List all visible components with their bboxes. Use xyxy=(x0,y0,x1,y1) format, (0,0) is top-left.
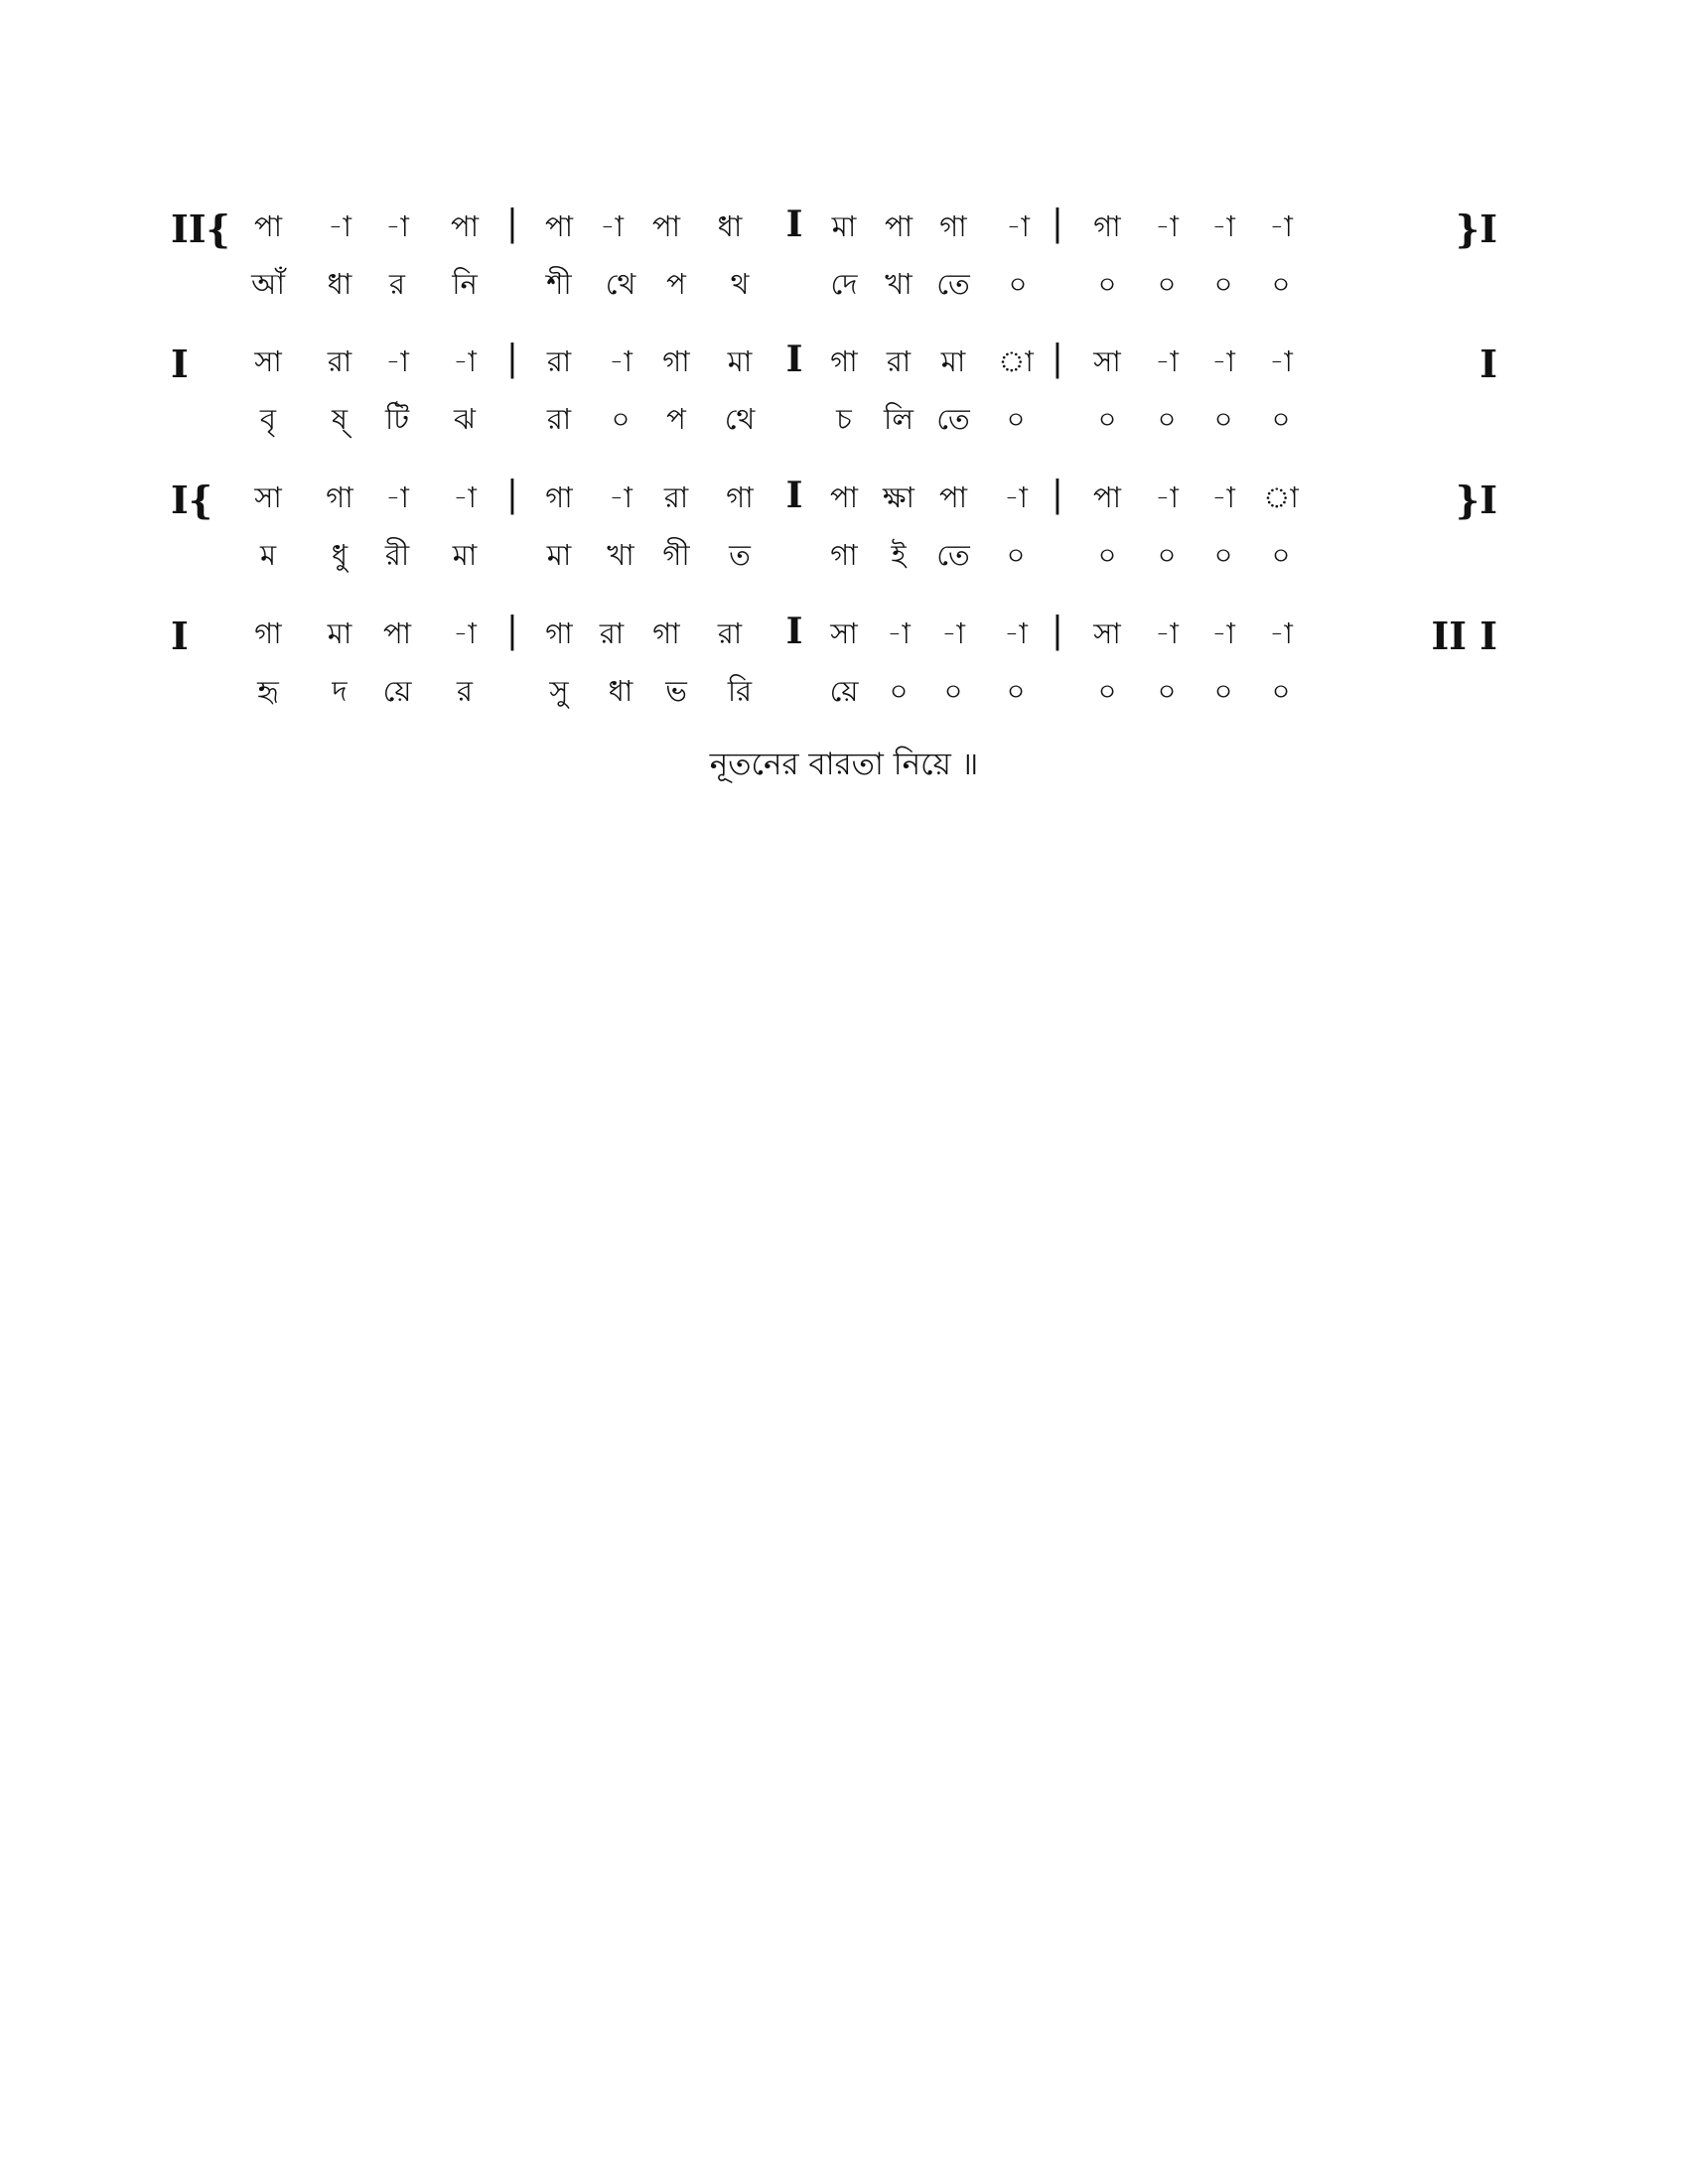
lyric-syllable: তে xyxy=(936,402,970,436)
beat-separator: I xyxy=(785,475,803,516)
lyric-syllable: টি xyxy=(384,402,410,436)
lyric-syllable: ০ xyxy=(1006,674,1026,708)
swara-note: -া xyxy=(1155,344,1179,378)
lyric-syllable: ০ xyxy=(1157,402,1177,436)
swara-note: -া xyxy=(453,344,477,378)
beat-separator: I xyxy=(785,204,803,245)
swara-note: -া xyxy=(1269,209,1293,243)
swara-note: পা xyxy=(253,209,283,243)
lyric-syllable: ০ xyxy=(1213,674,1233,708)
notation-row xyxy=(0,334,1688,443)
lyric-syllable: ০ xyxy=(1097,674,1117,708)
swara-note: সা xyxy=(830,616,858,650)
swara-note: -া xyxy=(1006,209,1030,243)
lyric-syllable: মা xyxy=(546,538,572,572)
swara-note: পা xyxy=(544,209,574,243)
beat-separator: | xyxy=(1051,339,1064,379)
swara-note: গা xyxy=(545,480,573,514)
swara-note: -া xyxy=(887,616,911,650)
swara-note: -া xyxy=(1155,480,1179,514)
swara-note: -া xyxy=(600,209,624,243)
lyric-syllable: ০ xyxy=(1271,267,1291,301)
bar-line-right: II I xyxy=(1431,614,1497,658)
lyric-syllable: মা xyxy=(452,538,478,572)
lyric-syllable: শী xyxy=(546,267,572,301)
lyric-syllable: আঁ xyxy=(251,267,285,301)
lyric-syllable: ০ xyxy=(1157,267,1177,301)
swara-note: -া xyxy=(1004,616,1028,650)
swara-note: পা xyxy=(382,616,412,650)
swara-note: -া xyxy=(941,616,965,650)
swara-note: সা xyxy=(254,480,282,514)
swara-note: গা xyxy=(830,344,858,378)
lyric-syllable: য়ে xyxy=(829,674,859,708)
swara-note: -া xyxy=(1269,344,1293,378)
swara-note: -া xyxy=(385,480,409,514)
lyric-syllable: য়ে xyxy=(382,674,412,708)
beat-separator: I xyxy=(785,339,803,380)
swara-note: পা xyxy=(829,480,859,514)
lyric-syllable: ০ xyxy=(1097,538,1117,572)
beat-separator: | xyxy=(505,339,519,379)
swara-note: ধা xyxy=(717,209,743,243)
lyric-syllable: দ xyxy=(332,674,348,708)
notation-row xyxy=(0,606,1688,715)
swara-note: গা xyxy=(1093,209,1121,243)
lyric-syllable: ধা xyxy=(608,674,633,708)
beat-separator: | xyxy=(505,611,519,651)
swara-note: সা xyxy=(254,344,282,378)
swara-note: -া xyxy=(1211,616,1235,650)
lyric-syllable: ০ xyxy=(1006,538,1026,572)
lyric-syllable: খা xyxy=(885,267,913,301)
swara-note: মা xyxy=(327,616,352,650)
lyric-syllable: চ xyxy=(836,402,852,436)
beat-separator: | xyxy=(505,204,519,244)
bar-line-left: I{ xyxy=(171,478,213,522)
lyric-syllable: রি xyxy=(727,674,753,708)
lyric-syllable: ত xyxy=(729,538,751,572)
swara-note: গা xyxy=(545,616,573,650)
swara-note: গা xyxy=(254,616,282,650)
swara-note: পা xyxy=(651,209,681,243)
lyric-syllable: রী xyxy=(384,538,410,572)
beat-separator: I xyxy=(785,611,803,652)
beat-separator: | xyxy=(505,475,519,515)
swara-note: -া xyxy=(609,344,633,378)
swara-note: রা xyxy=(886,344,912,378)
notation-row xyxy=(0,199,1688,308)
lyric-syllable: নি xyxy=(452,267,478,301)
swara-note: -া xyxy=(385,344,409,378)
swara-note: সা xyxy=(1093,616,1121,650)
lyric-syllable: ০ xyxy=(1213,402,1233,436)
swara-note: মা xyxy=(831,209,857,243)
lyric-syllable: ০ xyxy=(1008,267,1028,301)
lyric-syllable: ০ xyxy=(1271,674,1291,708)
swara-note: -া xyxy=(453,616,477,650)
lyric-syllable: ধু xyxy=(331,538,349,572)
lyric-syllable: ০ xyxy=(1097,267,1117,301)
bar-line-left: I xyxy=(171,341,189,386)
lyric-syllable: ০ xyxy=(1213,538,1233,572)
lyric-syllable: তে xyxy=(936,267,970,301)
lyric-syllable: গা xyxy=(830,538,858,572)
swara-note: রা xyxy=(599,616,625,650)
lyric-syllable: রা xyxy=(546,402,572,436)
lyric-syllable: ষ্ xyxy=(332,402,348,436)
swara-note: গা xyxy=(662,344,690,378)
lyric-syllable: ০ xyxy=(889,674,909,708)
swara-note: -া xyxy=(609,480,633,514)
lyric-syllable: প xyxy=(666,267,686,301)
swara-note: -া xyxy=(1155,616,1179,650)
swara-note: -া xyxy=(1269,616,1293,650)
swara-note: মা xyxy=(727,344,753,378)
swara-note: গা xyxy=(939,209,967,243)
lyric-syllable: খা xyxy=(607,538,634,572)
swara-note: -া xyxy=(1155,209,1179,243)
lyric-syllable: ০ xyxy=(1097,402,1117,436)
bar-line-right: I xyxy=(1479,341,1497,386)
swara-note: পা xyxy=(450,209,480,243)
swara-note: -া xyxy=(385,209,409,243)
lyric-syllable: গী xyxy=(662,538,690,572)
lyric-syllable: প xyxy=(666,402,686,436)
lyric-syllable: ০ xyxy=(1213,267,1233,301)
lyric-syllable: হৃ xyxy=(257,674,279,708)
bar-line-left: II{ xyxy=(171,206,230,251)
swara-note: সা xyxy=(1093,344,1121,378)
lyric-syllable: লি xyxy=(884,402,914,436)
lyric-syllable: ঝ xyxy=(454,402,476,436)
closing-lyric-line: নূতনের বারতা নিয়ে ॥ xyxy=(709,747,979,782)
swara-note: মা xyxy=(940,344,966,378)
swara-note: -া xyxy=(1211,209,1235,243)
lyric-syllable: ০ xyxy=(1271,538,1291,572)
lyric-syllable: ০ xyxy=(1006,402,1026,436)
swara-note: া xyxy=(998,344,1034,378)
lyric-syllable: ০ xyxy=(1271,402,1291,436)
lyric-syllable: ম xyxy=(259,538,277,572)
swara-note: -া xyxy=(328,209,352,243)
lyric-syllable: বৃ xyxy=(259,402,277,436)
swara-note: া xyxy=(1263,480,1299,514)
swara-note: ক্ষা xyxy=(883,480,914,514)
swara-note: -া xyxy=(1004,480,1028,514)
swara-note: পা xyxy=(1092,480,1122,514)
bar-line-right: }I xyxy=(1455,206,1497,251)
swara-note: -া xyxy=(1211,480,1235,514)
lyric-syllable: ভ xyxy=(665,674,687,708)
lyric-syllable: ধা xyxy=(327,267,352,301)
lyric-syllable: ০ xyxy=(1157,538,1177,572)
lyric-syllable: ০ xyxy=(1157,674,1177,708)
bar-line-left: I xyxy=(171,614,189,658)
lyric-syllable: থ xyxy=(730,267,750,301)
swara-note: গা xyxy=(726,480,754,514)
lyric-syllable: ০ xyxy=(611,402,631,436)
beat-separator: | xyxy=(1051,611,1064,651)
beat-separator: | xyxy=(1051,204,1064,244)
swara-note: গা xyxy=(652,616,680,650)
notation-row xyxy=(0,470,1688,579)
swara-note: রা xyxy=(546,344,572,378)
swara-note: গা xyxy=(326,480,353,514)
lyric-syllable: তে xyxy=(936,538,970,572)
swara-note: রা xyxy=(327,344,352,378)
lyric-syllable: থে xyxy=(605,267,636,301)
lyric-syllable: সু xyxy=(549,674,569,708)
swara-note: পা xyxy=(884,209,914,243)
swara-note: -া xyxy=(1211,344,1235,378)
lyric-syllable: দে xyxy=(830,267,858,301)
swara-note: রা xyxy=(717,616,743,650)
lyric-syllable: ০ xyxy=(943,674,963,708)
lyric-syllable: থে xyxy=(724,402,756,436)
swara-note: রা xyxy=(663,480,689,514)
bar-line-right: }I xyxy=(1455,478,1497,522)
swara-note: পা xyxy=(938,480,968,514)
beat-separator: | xyxy=(1051,475,1064,515)
lyric-syllable: র xyxy=(389,267,405,301)
swara-note: -া xyxy=(453,480,477,514)
lyric-syllable: ই xyxy=(891,538,907,572)
lyric-syllable: র xyxy=(457,674,473,708)
